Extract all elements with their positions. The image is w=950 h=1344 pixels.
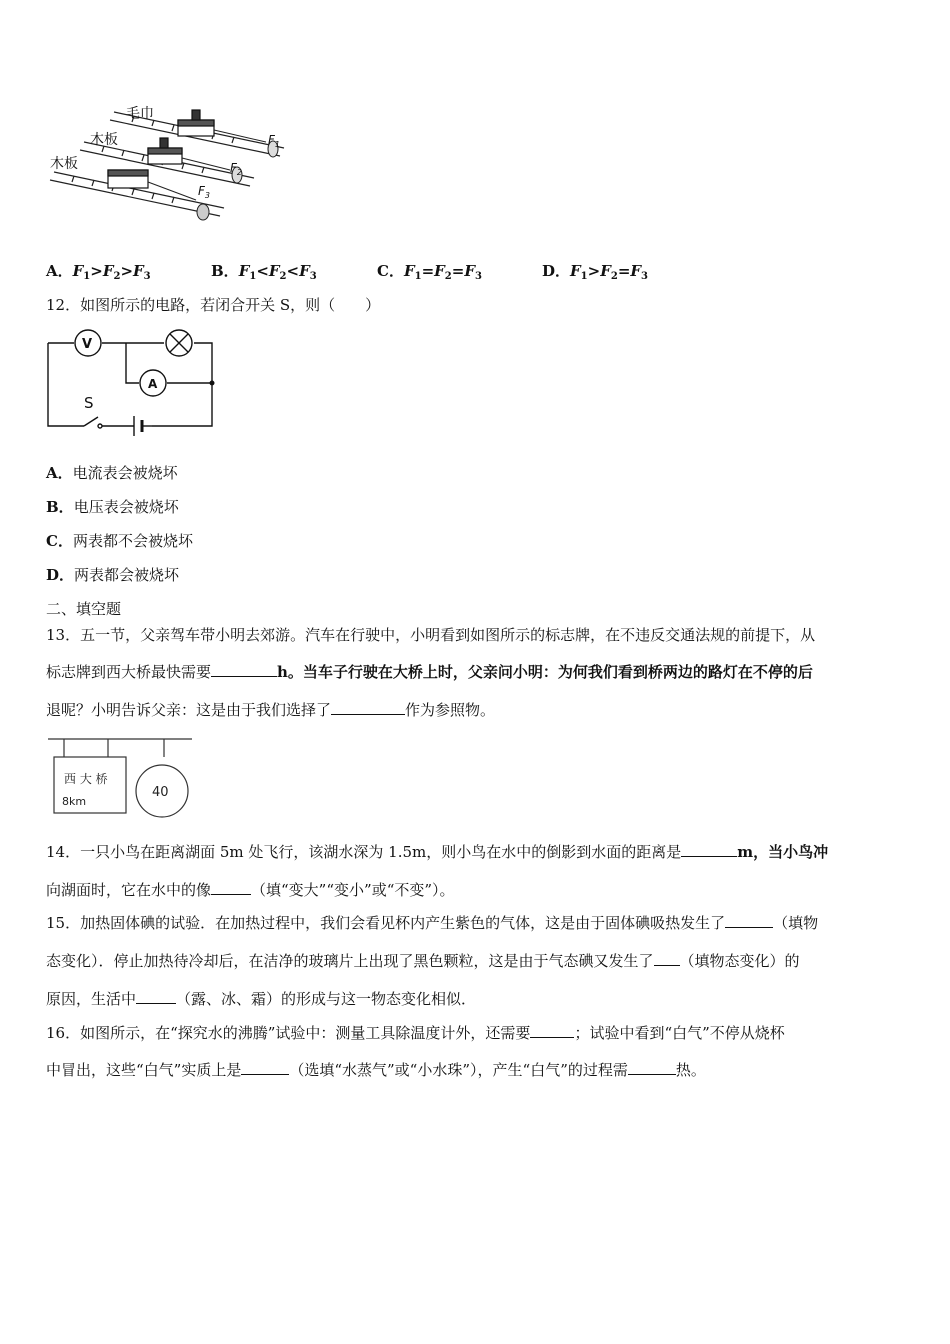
q12-option-d[interactable]: D．两表都会被烧坏 [46,566,180,584]
ammeter-label: A [148,377,158,391]
q12-option-a[interactable]: A．电流表会被烧坏 [46,464,178,482]
friction-experiment-figure [44,100,304,230]
switch-label: S [84,394,94,412]
q16-line-2: 中冒出，这些“白气”实质上是 （选填“水蒸气”或“小水珠”），产生“白气”的过程需 热。 [46,1061,706,1079]
q12-option-b[interactable]: B．电压表会被烧坏 [46,498,179,516]
q16-line-1: 16．如图所示，在“探究水的沸腾”试验中：测量工具除温度计外，还需要 ；试验中看到“白气”不停从烧杯 [46,1024,785,1042]
q11-option-c[interactable]: C．$F_1=F_2=F_3$ [377,262,482,282]
speed-limit: 40 [152,785,169,800]
q15-blank-2[interactable] [654,951,680,966]
q14-blank-1[interactable] [681,842,737,857]
q16-blank-2[interactable] [241,1060,289,1075]
force-label-f1: $F_1$ [268,133,280,149]
force-label-f2: $F_2$ [230,161,242,177]
q13-blank-2[interactable] [331,700,405,715]
section-title: 二、填空题 [46,600,122,618]
q11-option-a[interactable]: A．$F_1>F_2>F_3$ [46,262,151,282]
q16-blank-3[interactable] [628,1060,676,1075]
q11-option-d[interactable]: D．$F_1>F_2=F_3$ [542,262,649,282]
force-label-f3: $F_3$ [198,184,210,200]
sign-distance: 8km [62,795,87,808]
board-label-1: 木板 [90,132,118,148]
circuit-diagram [44,328,219,438]
sign-destination: 西 大 桥 [64,772,108,786]
q15-blank-1[interactable] [725,913,773,928]
q15-blank-3[interactable] [136,989,176,1004]
board-label-2: 木板 [50,156,78,172]
q15-line-3: 原因，生活中 （露、冰、霜）的形成与这一物态变化相似． [46,990,477,1008]
q13-blank-1[interactable] [211,662,277,677]
q15-line-1: 15．加热固体碘的试验．在加热过程中，我们会看见杯内产生紫色的气体，这是由于固体碘吸热发生了 （填物 [46,914,819,932]
q15-line-2: 态变化）．停止加热待冷却后，在洁净的玻璃片上出现了黑色颗粒，这是由于气态碘又发生了 （填物态变化）的 [46,952,800,970]
q11-option-b[interactable]: B．$F_1<F_2<F_3$ [211,262,317,282]
voltmeter-label: V [82,337,93,352]
q14-blank-2[interactable] [211,880,251,895]
q14-line-2: 向湖面时，它在水中的像 （填“变大”“变小”或“不变”）。 [46,881,455,899]
q13-line-3: 退呢？小明告诉父亲：这是由于我们选择了 作为参照物。 [46,701,496,719]
q13-line-1: 13．五一节，父亲驾车带小明去郊游。汽车在行驶中，小明看到如图所示的标志牌，在不违反交通法规的前提下，从 [46,626,816,644]
q16-blank-1[interactable] [530,1023,574,1038]
q12-option-c[interactable]: C．两表都不会被烧坏 [46,532,193,550]
q14-line-1: 14．一只小鸟在距离湖面 5m 处飞行，该湖水深为 1.5m，则小鸟在水中的倒影到水面的距离是 m，当小鸟冲 [46,843,829,861]
q13-line-2: 标志牌到西大桥最快需要 h。当车子行驶在大桥上时，父亲问小明：为何我们看到桥两边的路灯在不停的后 [46,663,813,681]
road-sign-figure [46,735,196,820]
q12-stem: 12．如图所示的电路，若闭合开关 S，则（ ） [46,296,381,314]
towel-label: 毛巾 [126,106,154,122]
